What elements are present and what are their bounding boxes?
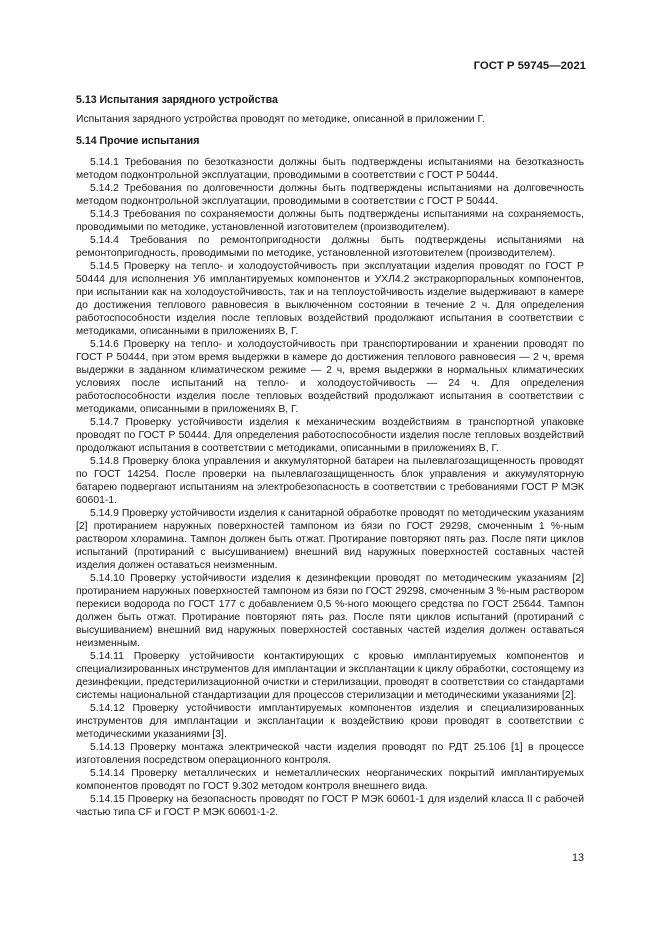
paragraph-5-14-11: 5.14.11 Проверку устойчивости контактирующих с кровью имплантируемых компонентов и специализированных инструментов для имплантации и эксплантации к циклу обработки, состоящему из дезинфекции, предстерилизационной очистки и стерилизации, проводят в соответствии со стандартами системы национальной стандартизации для процессов стерилизации и методическими указаниями [2]. (76, 651, 584, 701)
document-code: ГОСТ Р 59745—2021 (473, 60, 586, 72)
paragraph-5-14-2: 5.14.2 Требования по долговечности должны быть подтверждены испытаниями на долговечность методом подконтрольной эксплуатации, проводимыми в соответствии с ГОСТ Р 50444. (76, 183, 584, 207)
paragraph-5-14-10: 5.14.10 Проверку устойчивости изделия к дезинфекции проводят по методическим указаниям [2] протиранием наружных поверхностей тампоном из бязи по ГОСТ 29298, смоченным 3 %-ным раствором перекиси водорода по ГОСТ 177 с добавлением 0,5 %-ного моющего средства по ГОСТ 25644. Тампон должен быть отжат. Протирание повторяют пять раз. После пяти циклов испытаний (протираний с высушиванием) внешний вид наружных поверхностей составных частей изделия должен оставаться неизменным. (76, 573, 584, 649)
paragraph-5-14-8: 5.14.8 Проверку блока управления и аккумуляторной батареи на пылевлагозащищенность проводят по ГОСТ 14254. После проверки на пылевлагозащищенность блок управления и аккумуляторную батарею подвергают испытаниям на электробезопасность в соответствии с требованиями ГОСТ Р МЭК 60601-1. (76, 456, 584, 506)
paragraph-5-14-12: 5.14.12 Проверку устойчивости имплантируемых компонентов изделия и специализированных инструментов для имплантации и эксплантации к воздействию крови проводят в соответствии с методическими указаниями [3]. (76, 703, 584, 740)
section-5-14-title: 5.14 Прочие испытания (76, 135, 200, 147)
section-5-13-title: 5.13 Испытания зарядного устройства (76, 94, 278, 106)
page-number: 13 (571, 852, 584, 864)
paragraph-5-14-3: 5.14.3 Требования по сохраняемости должны быть подтверждены испытаниями на сохраняемость, проводимыми по методике, установленной изготовителем (производителем). (76, 209, 584, 233)
paragraph-5-14-13: 5.14.13 Проверку монтажа электрической части изделия проводят по РДТ 25.106 [1] в процессе изготовления посредством операционного контроля. (76, 742, 584, 766)
paragraph-5-14-15: 5.14.15 Проверку на безопасность проводят по ГОСТ Р МЭК 60601-1 для изделий класса II с рабочей частью типа CF и ГОСТ Р МЭК 60601-1-2. (76, 794, 584, 818)
paragraph-5-14-9: 5.14.9 Проверку устойчивости изделия к санитарной обработке проводят по методическим указаниям [2] протиранием наружных поверхностей тампоном из бязи по ГОСТ 29298, смоченным 1 %-ным раствором хлорамина. Тампон должен быть отжат. Протирание повторяют пять раз. После пяти циклов испытаний (протираний с высушиванием) внешний вид наружных поверхностей составных частей изделия должен оставаться неизменным. (76, 508, 584, 571)
paragraph-5-14-14: 5.14.14 Проверку металлических и неметаллических неорганических покрытий имплантируемых компонентов проводят по ГОСТ 9.302 методом контроля внешнего вида. (76, 768, 584, 792)
paragraph-5-14-4: 5.14.4 Требования по ремонтопригодности должны быть подтверждены испытаниями на ремонтопригодность, проводимыми по методике, установленной изготовителем (производителем). (76, 235, 584, 259)
paragraph-5-14-6: 5.14.6 Проверку на тепло- и холодоустойчивость при транспортировании и хранении проводят по ГОСТ Р 50444, при этом время выдержки в камере до достижения теплового равновесия — 2 ч, время выдержки в заданном климатическом режиме — 2 ч, время выдержки в нормальных климатических условиях после испытаний на тепло- и холодоустойчивость — 24 ч. Для определения работоспособности изделия после тепловых воздействий продолжают испытания в соответствии с методиками, описанными в приложениях В, Г. (76, 339, 584, 415)
section-5-13-text: Испытания зарядного устройства проводят по методике, описанной в приложении Г. (76, 114, 485, 125)
paragraph-5-14-7: 5.14.7 Проверку устойчивости изделия к механическим воздействиям в транспортной упаковке проводят по ГОСТ Р 50444. Для определения работоспособности изделия после тепловых воздействий продолжают испытания в соответствии с методиками, описанными в приложениях В, Г. (76, 417, 584, 454)
paragraph-5-14-5: 5.14.5 Проверку на тепло- и холодоустойчивость при эксплуатации изделия проводят по ГОСТ Р 50444 для исполнения У6 имплантируемых компонентов и УХЛ4.2 экстракорпоральных компонентов, при испытании как на холодоустойчивость, так и на теплоустойчивость изделие выдерживают в камере до достижения теплового равновесия в выключенном состоянии в течение 2 ч. Для определения работоспособности изделия после тепловых воздействий продолжают испытания в соответствии с методиками, описанными в приложениях В, Г. (76, 261, 584, 337)
paragraph-5-14-1: 5.14.1 Требования по безотказности должны быть подтверждены испытаниями на безотказность методом подконтрольной эксплуатации, проводимыми в соответствии с ГОСТ Р 50444. (76, 157, 584, 181)
document-body (76, 94, 584, 819)
